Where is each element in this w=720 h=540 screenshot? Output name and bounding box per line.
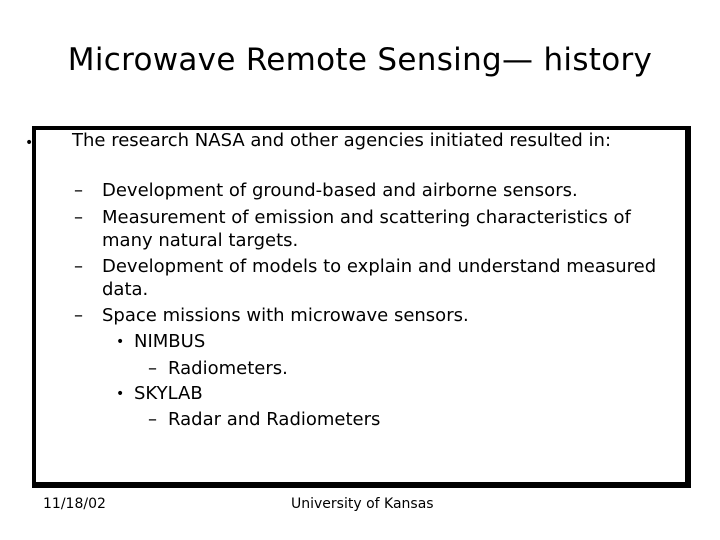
dash-icon: – xyxy=(74,207,83,228)
bullet-dot-icon: • xyxy=(116,386,125,402)
bullet-dot-icon: • xyxy=(25,135,34,151)
footer-organization: University of Kansas xyxy=(291,496,434,512)
bullet-dot-icon: • xyxy=(116,334,125,350)
list-item-4: Space missions with microwave sensors. xyxy=(102,305,469,326)
mission-nimbus-instrument: Radiometers. xyxy=(168,358,288,379)
mission-skylab: SKYLAB xyxy=(134,383,203,404)
list-item-2-cont: many natural targets. xyxy=(102,230,299,251)
list-item-2: Measurement of emission and scattering characteristics of xyxy=(102,207,631,228)
dash-icon: – xyxy=(74,305,83,326)
list-item-3-cont: data. xyxy=(102,279,149,300)
slide-title: Microwave Remote Sensing— history xyxy=(67,42,653,78)
intro-text: The research NASA and other agencies initiated resulted in: xyxy=(72,130,612,151)
footer-date: 11/18/02 xyxy=(43,496,106,512)
list-item-1: Development of ground-based and airborne sensors. xyxy=(102,180,578,201)
dash-icon: – xyxy=(148,409,157,430)
dash-icon: – xyxy=(74,180,83,201)
list-item-3: Development of models to explain and understand measured xyxy=(102,256,657,277)
mission-nimbus: NIMBUS xyxy=(134,331,206,352)
dash-icon: – xyxy=(148,358,157,379)
mission-skylab-instrument: Radar and Radiometers xyxy=(168,409,381,430)
dash-icon: – xyxy=(74,256,83,277)
